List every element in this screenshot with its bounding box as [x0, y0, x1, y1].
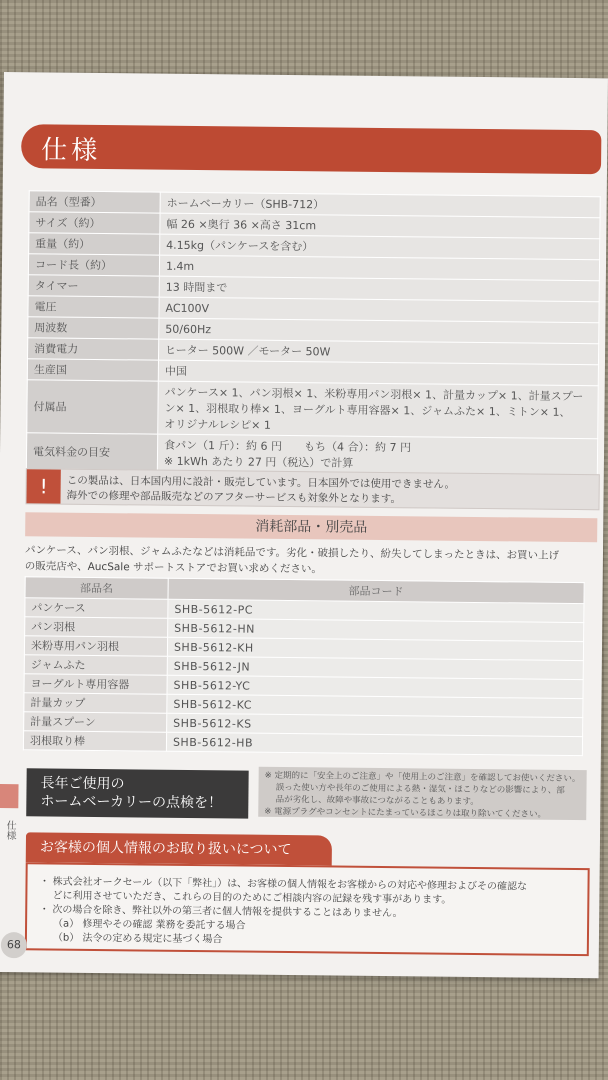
inspection-banner: 長年ご使用の ホームベーカリーの点検を！	[26, 768, 248, 818]
section-description: パンケース、パン羽根、ジャムふたなどは消耗品です。劣化・破損したり、紛失してしまったときは、お買い上げ	[24, 544, 560, 562]
section-heading: 消耗部品・別売品	[25, 512, 597, 542]
privacy-box: ・ 株式会社オークセール（以下「弊社」）は、お客様の個人情報をお客様からの対応や修理およびその確認な どに利用させていただき、これらの目的のためにご相談内容の記録を残す事があります。 ・ 次の場合を除き、弊社以外の第三者に個人情報を提供することはありません。 （a） 修理やその確認 業務を委託する場合 （b） 法令の定める規定に基づく場合	[25, 862, 590, 956]
table-row: 付属品 パンケース× 1、パン羽根× 1、米粉専用パン羽根× 1、計量カップ× 1、計量スプー ン× 1、羽根取り棒× 1、ヨーグルト専用容器× 1、ジャムふた× 1、ミトン× 1、 オリジナルレシピ× 1	[27, 380, 599, 439]
table-row: ヨーグルト専用容器 SHB-5612-YC	[24, 674, 583, 699]
table-header: 部品名 部品コード	[25, 577, 584, 604]
table-row: 計量カップ SHB-5612-KC	[24, 693, 583, 718]
side-label: 仕様	[3, 820, 16, 841]
table-row: 周波数 50/60Hz	[28, 317, 599, 344]
table-row: 電気料金の目安 食パン（1 斤）：約 6 円 もち（4 合）：約 7 円 ※ 1kWh あたり 27 円（税込）で計算	[26, 433, 597, 476]
table-row: 羽根取り棒 SHB-5612-HB	[23, 731, 582, 756]
section-description: の販売店や、AucSale サポートストアでお買い求めください。	[24, 560, 322, 576]
table-row: タイマー 13 時間まで	[28, 275, 599, 302]
table-row: 重量（約） 4.15kg（パンケースを含む）	[29, 233, 600, 260]
title-bar	[21, 124, 601, 174]
table-row: 消費電力 ヒーター 500W ／モーター 50W	[27, 338, 598, 365]
table-row: コード長（約） 1.4m	[28, 254, 599, 281]
warning-text: この製品は、日本国内用に設計・販売しています。日本国外では使用できません。	[66, 474, 456, 491]
table-row: サイズ（約） 幅 26 ×奥行 36 ×高さ 31cm	[29, 212, 600, 239]
table-row: 電圧 AC100V	[28, 296, 599, 323]
table-row: 生産国 中国	[27, 359, 598, 386]
table-row: 米粉専用パン羽根 SHB-5612-KH	[24, 636, 583, 661]
side-tab	[0, 784, 19, 808]
privacy-heading: お客様の個人情報のお取り扱いについて	[26, 832, 332, 865]
manual-page	[0, 72, 608, 978]
spec-table	[26, 190, 601, 476]
page-number: 68	[1, 932, 27, 958]
table-row: 計量スプーン SHB-5612-KS	[24, 712, 583, 737]
table-row: ジャムふた SHB-5612-JN	[24, 655, 583, 680]
table-row: パンケース SHB-5612-PC	[25, 598, 584, 623]
parts-table	[23, 576, 585, 756]
table-row: パン羽根 SHB-5612-HN	[25, 617, 584, 642]
page-title: 仕様	[41, 135, 102, 167]
table-row: 品名（型番） ホームベーカリー（SHB-712）	[29, 191, 600, 218]
warning-icon: !	[26, 469, 60, 503]
warning-box	[25, 468, 599, 510]
warning-text: 海外での修理や部品販売などのアフターサービスも対象外となります。	[66, 489, 402, 506]
inspection-notes: ※ 定期的に「安全上のご注意」や「使用上のご注意」を確認してお使いください。 誤った使い方や長年のご使用による熱・湿気・ほこりなどの影響により、部 品が劣化し、故障や事故につながることもあります。 ※ 電源プラグやコンセントにたまっているほこりは取り除いてください。	[258, 767, 587, 820]
